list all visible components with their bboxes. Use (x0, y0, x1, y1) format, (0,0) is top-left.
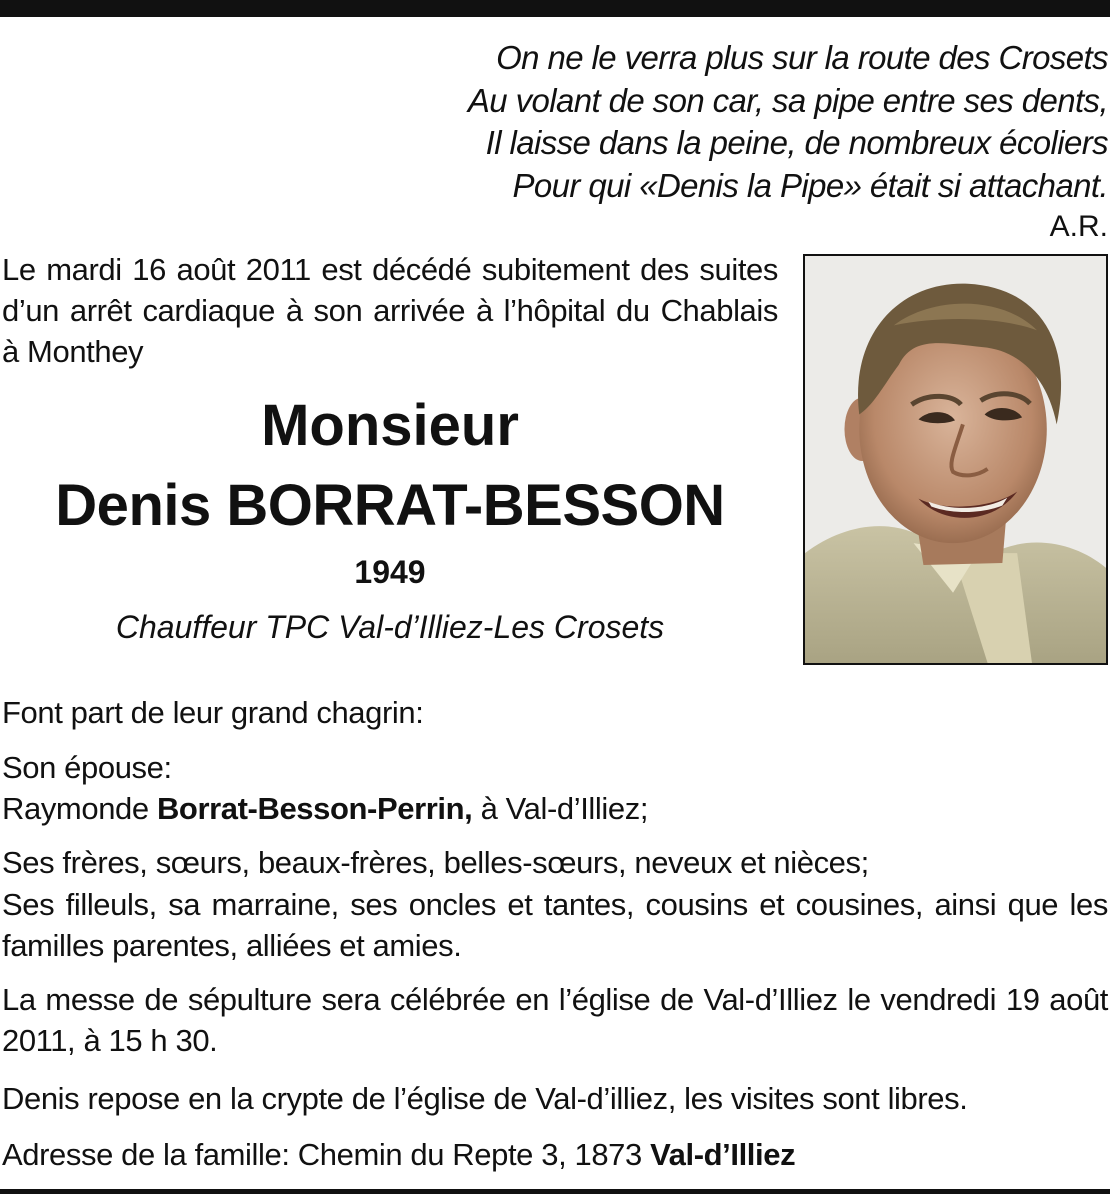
announcement-intro: Font part de leur grand chagrin: (2, 695, 424, 730)
poem (468, 37, 1108, 207)
family-address (2, 1134, 1108, 1175)
address-text: Adresse de la famille: Chemin du Repte 3, 1873 (2, 1137, 651, 1172)
spouse-section (2, 747, 1108, 829)
spouse-name: Borrat-Besson-Perrin, (156, 791, 473, 826)
honorific: Monsieur (261, 393, 519, 458)
portrait-photo-icon (805, 256, 1106, 663)
top-rule (0, 0, 1110, 17)
address-town: Val-d’Illiez (650, 1137, 796, 1172)
spouse-first-name: Raymonde (2, 791, 157, 826)
spouse-line (2, 788, 1108, 829)
occupation: Chauffeur TPC Val-d’Illiez-Les Crosets (115, 609, 665, 645)
bottom-rule (0, 1189, 1110, 1194)
funeral-mass: La messe de sépulture sera célébrée en l’église de Val-d’Illiez le vendredi 19 août 2011, à 15 h 30. (2, 982, 1108, 1058)
poem-line: Pour qui «Denis la Pipe» était si attachant. (512, 166, 1108, 204)
portrait-photo (803, 254, 1108, 665)
rest-notice: Denis repose en la crypte de l’église de Val-d’illiez, les visites sont libres. (2, 1081, 968, 1116)
poem-line: Au volant de son car, sa pipe entre ses dents, (467, 81, 1108, 119)
birth-year: 1949 (354, 554, 426, 590)
spouse-place: à Val-d’Illiez; (472, 791, 649, 826)
relatives-line-1: Ses frères, sœurs, beaux-frères, belles-sœurs, neveux et nièces; (2, 845, 869, 880)
deceased-name: Denis BORRAT-BESSON (55, 473, 725, 538)
relatives-line-2: Ses filleuls, sa marraine, ses oncles et tantes, cousins et cousines, ainsi que les familles parentes, alliées et amies. (2, 887, 1108, 963)
poem-line: On ne le verra plus sur la route des Crosets (496, 39, 1108, 76)
spouse-label: Son épouse: (2, 750, 172, 785)
death-notice-intro: Le mardi 16 août 2011 est décédé subitement des suites d’un arrêt cardiaque à son arrivée à l’hôpital du Chablais à Monthey (2, 252, 778, 369)
poem-signature: A.R. (1049, 210, 1108, 243)
poem-line: Il laisse dans la peine, de nombreux écoliers (485, 124, 1108, 161)
